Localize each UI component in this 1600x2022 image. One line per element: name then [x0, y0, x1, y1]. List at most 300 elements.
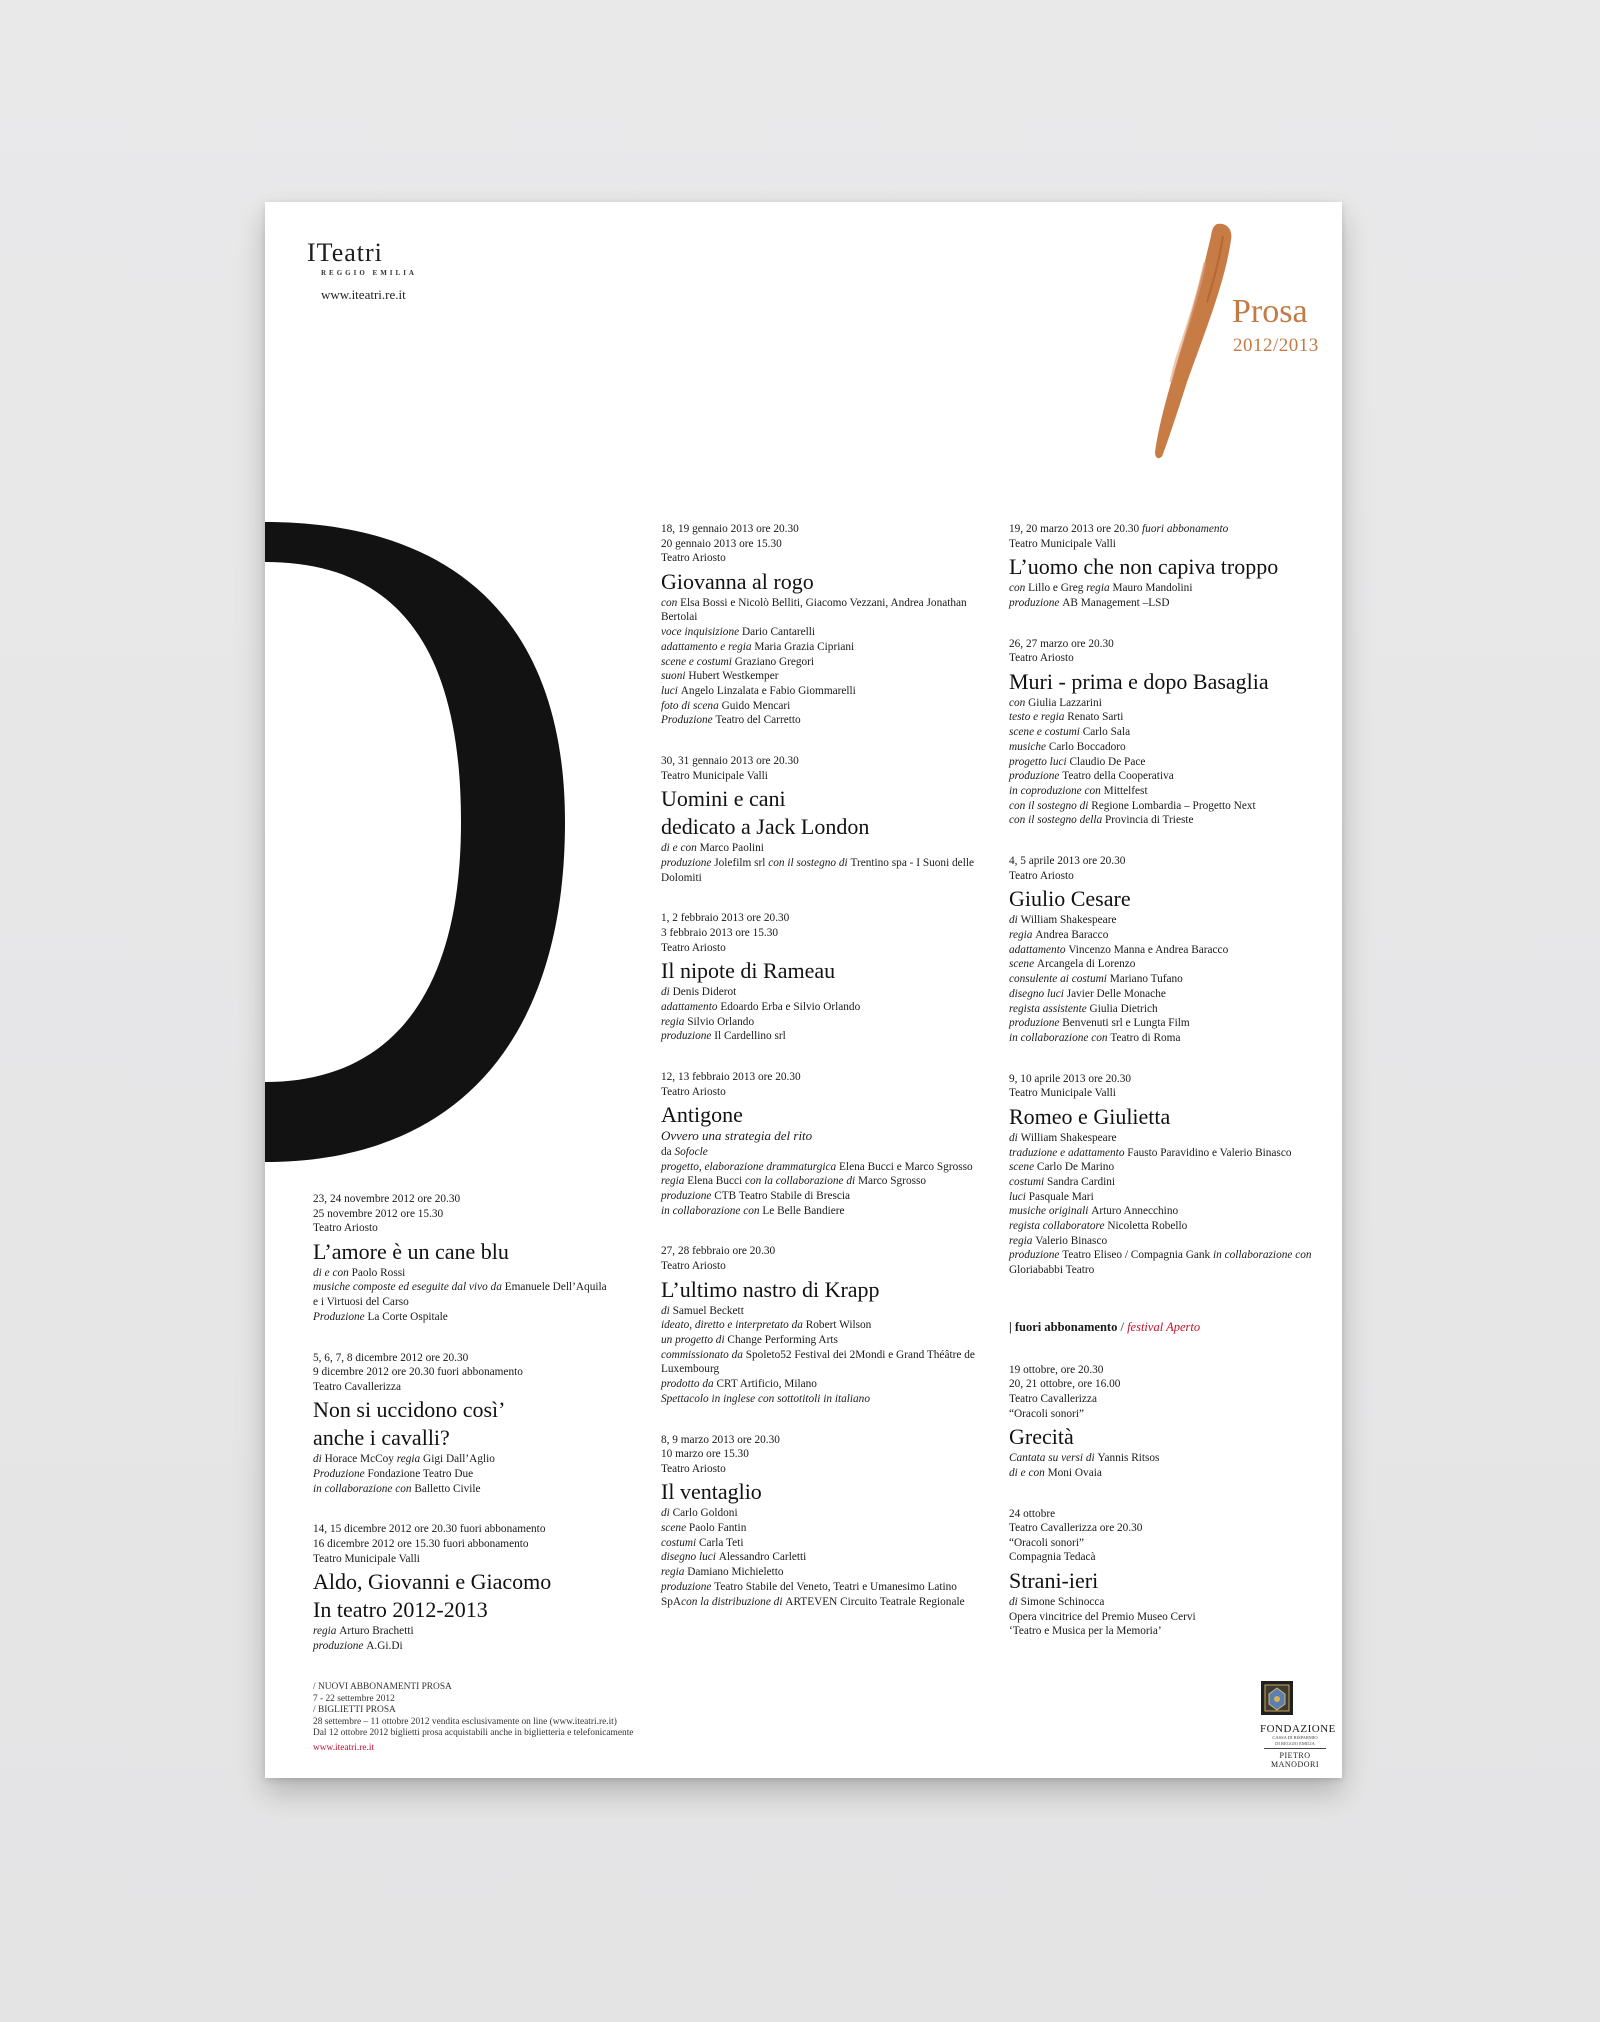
credit-fragment: Gloriababbi Teatro — [1009, 1264, 1095, 1277]
credit-fragment: Moni Ovaia — [1047, 1466, 1102, 1479]
credit-fragment: Spettacolo in inglese con sottotitoli in italiano — [661, 1392, 870, 1405]
event-date: 12, 13 febbraio 2013 ore 20.30 — [661, 1071, 801, 1083]
credit-fragment: Trentino spa - I Suoni delle Dolomiti — [661, 857, 974, 884]
credit-fragment: Robert Wilson — [805, 1319, 872, 1332]
event-title: dedicato a Jack London — [661, 814, 870, 840]
credit-fragment: regia — [313, 1625, 340, 1638]
credit-fragment: regia — [1086, 582, 1113, 595]
credit-fragment: Teatro di Roma — [1110, 1031, 1181, 1044]
credit-fragment: Balletto Civile — [414, 1482, 481, 1495]
credit-fragment: scene — [661, 1522, 689, 1534]
credit-fragment: Giulia Lazzarini — [1028, 696, 1102, 709]
fuori-abbonamento-label: | fuori abbonamento — [1009, 1319, 1118, 1334]
event-date: 18, 19 gennaio 2013 ore 20.30 — [661, 523, 799, 535]
event-credit — [661, 1174, 991, 1189]
credit-fragment: regia — [1009, 929, 1036, 941]
event-credit — [1009, 1624, 1339, 1639]
event-block — [313, 1192, 613, 1325]
event-credit — [1009, 596, 1339, 611]
footer-url[interactable]: www.iteatri.re.it — [313, 1742, 375, 1753]
event-credit — [661, 856, 991, 885]
credit-fragment: Fondazione Teatro Due — [367, 1468, 474, 1481]
column-left — [313, 1192, 613, 1680]
column-middle — [661, 522, 991, 1635]
event-credit — [313, 1639, 613, 1654]
credit-fragment: produzione — [661, 857, 715, 869]
event-credit — [1009, 755, 1339, 770]
credit-fragment: Provincia di Trieste — [1105, 814, 1194, 827]
credit-fragment: Valerio Binasco — [1035, 1234, 1108, 1247]
event-credit — [1009, 987, 1339, 1002]
event-credit — [313, 1310, 613, 1325]
sponsor-name: FONDAZIONE — [1260, 1723, 1336, 1735]
divider — [1264, 1748, 1326, 1749]
credit-fragment: Fausto Paravidino e Valerio Binasco — [1127, 1146, 1292, 1159]
credit-fragment: Sofocle — [674, 1145, 708, 1158]
large-letter-p-graphic — [265, 522, 565, 1162]
credit-fragment: di — [1009, 1596, 1021, 1608]
credit-fragment: di e con — [1009, 1466, 1048, 1479]
event-credit — [313, 1280, 613, 1309]
event-venue: Teatro Cavallerizza — [313, 1380, 401, 1393]
event-credit — [661, 1189, 991, 1204]
credit-fragment: Le Belle Bandiere — [762, 1204, 845, 1217]
event-credit — [661, 1318, 991, 1333]
event-title: anche i cavalli? — [313, 1425, 450, 1451]
credit-fragment: con il sostegno di — [768, 857, 851, 869]
credit-fragment: Yannis Ritsos — [1097, 1452, 1160, 1465]
credit-fragment: Mariano Tufano — [1109, 973, 1183, 986]
credit-fragment: produzione — [313, 1639, 367, 1652]
event-credit — [1009, 769, 1339, 784]
credit-fragment: regia — [661, 1015, 688, 1028]
credit-fragment: Elena Bucci e Marco Sgrosso — [839, 1160, 973, 1173]
credit-fragment: musiche — [1009, 740, 1049, 753]
event-title: L’amore è un cane blu — [313, 1238, 509, 1264]
credit-fragment: Ovvero una strategia del rito — [661, 1128, 813, 1144]
event-date: 3 febbraio 2013 ore 15.30 — [661, 927, 779, 939]
credit-fragment: consulente ai costumi — [1009, 973, 1110, 986]
credit-fragment: testo e regia — [1009, 711, 1068, 724]
credit-fragment: Simone Schinocca — [1020, 1596, 1105, 1608]
credit-fragment: Horace McCoy — [324, 1453, 397, 1466]
event-credit — [1009, 1248, 1339, 1277]
event-credit — [1009, 1146, 1339, 1161]
footer-line: 28 settembre – 11 ottobre 2012 vendita esclusivamente on line (www.iteatri.re.it) — [313, 1716, 617, 1727]
event-credit — [661, 841, 991, 856]
event-venue: Teatro Ariosto — [1009, 652, 1074, 665]
credit-fragment: produzione — [1009, 1017, 1063, 1030]
event-block — [661, 911, 991, 1044]
credit-fragment: CRT Artificio, Milano — [716, 1378, 817, 1391]
credit-fragment: adattamento e regia — [661, 640, 755, 653]
credit-fragment: Marco Paolini — [699, 842, 764, 855]
sponsor-sub: DI REGGIO EMILIA — [1275, 1740, 1315, 1746]
event-title: Strani-ieri — [1009, 1568, 1099, 1593]
credit-fragment: Gigi Dall’Aglio — [423, 1453, 495, 1466]
credit-fragment: CTB Teatro Stabile di Brescia — [714, 1190, 851, 1202]
event-credit — [1009, 1002, 1339, 1017]
credit-fragment: scene e costumi — [1009, 726, 1083, 739]
event-credit — [661, 1536, 991, 1551]
event-venue: Teatro Municipale Valli — [1009, 1087, 1116, 1100]
event-date: 24 ottobre — [1009, 1507, 1056, 1520]
credit-fragment: da — [661, 1145, 675, 1158]
event-title: Il nipote di Rameau — [661, 958, 836, 984]
event-date: 20, 21 ottobre, ore 16.00 — [1009, 1378, 1121, 1391]
event-credit — [661, 1333, 991, 1348]
credit-fragment: William Shakespeare — [1020, 1131, 1117, 1144]
event-credit — [1009, 1204, 1339, 1219]
credit-fragment: scene e costumi — [661, 655, 735, 668]
credit-fragment: con il sostegno di — [1009, 799, 1092, 812]
event-date: 27, 28 febbraio ore 20.30 — [661, 1245, 776, 1258]
credit-fragment: luci — [661, 685, 681, 697]
event-date: 8, 9 marzo 2013 ore 20.30 — [661, 1433, 780, 1446]
credit-fragment: Sandra Cardini — [1046, 1175, 1116, 1188]
credit-fragment: produzione — [661, 1190, 715, 1202]
event-title: Non si uccidono così’ — [313, 1397, 506, 1423]
credit-fragment: musiche originali — [1009, 1205, 1092, 1218]
event-date: 16 dicembre 2012 ore 15.30 fuori abbonamento — [313, 1538, 529, 1551]
credit-fragment: Silvio Orlando — [687, 1015, 755, 1028]
event-date: 26, 27 marzo ore 20.30 — [1009, 637, 1114, 650]
event-credit — [313, 1452, 613, 1467]
event-credit — [661, 1160, 991, 1175]
credit-fragment: di e con — [661, 842, 700, 855]
event-credit — [1009, 1190, 1339, 1205]
event-credit — [313, 1266, 613, 1281]
event-credit — [1009, 1595, 1339, 1610]
credit-fragment: Giulia Dietrich — [1089, 1002, 1158, 1015]
event-credit — [661, 1145, 991, 1160]
credit-fragment: prodotto da — [661, 1378, 717, 1391]
credit-fragment: Nicoletta Robello — [1107, 1220, 1188, 1233]
event-date: 19 ottobre, ore 20.30 — [1009, 1363, 1104, 1376]
logo-wordmark: ITeatri — [307, 238, 383, 267]
credit-fragment: Pasquale Mari — [1028, 1190, 1094, 1203]
credit-fragment: Vincenzo Manna e Andrea Baracco — [1068, 943, 1229, 956]
event-credit — [1009, 1451, 1339, 1466]
event-credit — [661, 1565, 991, 1580]
event-block — [1009, 1072, 1339, 1278]
event-credit — [661, 1392, 991, 1407]
event-credit — [661, 1521, 991, 1536]
event-date: 1, 2 febbraio 2013 ore 20.30 — [661, 912, 790, 925]
credit-fragment: con — [661, 596, 681, 609]
credit-fragment: con — [1009, 582, 1029, 595]
credit-fragment: con la distribuzione di — [681, 1595, 786, 1608]
event-title: Uomini e cani — [661, 786, 786, 812]
credit-fragment: progetto luci — [1009, 755, 1070, 768]
website-url[interactable]: www.iteatri.re.it — [321, 287, 406, 302]
event-credit — [661, 1015, 991, 1030]
event-credit — [661, 1029, 991, 1044]
credit-fragment: produzione — [661, 1580, 715, 1593]
event-title: Romeo e Giulietta — [1009, 1103, 1171, 1129]
event-credit — [1009, 1031, 1339, 1046]
event-credit — [661, 713, 991, 728]
credit-fragment: Guido Mencari — [721, 699, 791, 712]
credit-fragment: regia — [661, 1175, 688, 1188]
credit-fragment: costumi — [661, 1536, 699, 1549]
credit-fragment: costumi — [1009, 1175, 1047, 1188]
credit-fragment: Arturo Annecchino — [1091, 1205, 1179, 1218]
credit-fragment: adattamento — [1009, 943, 1069, 956]
credit-fragment: Cantata su versi di — [1009, 1452, 1098, 1465]
event-date: Teatro Cavallerizza ore 20.30 — [1009, 1522, 1143, 1535]
credit-fragment: in collaborazione con — [1009, 1031, 1111, 1044]
event-venue: Teatro Municipale Valli — [313, 1552, 420, 1565]
credit-fragment: musiche composte ed eseguite dal vivo da — [313, 1281, 505, 1294]
credit-fragment: adattamento — [661, 1000, 721, 1013]
event-venue: Teatro Ariosto — [661, 941, 726, 954]
credit-fragment: Regione Lombardia – Progetto Next — [1091, 799, 1256, 812]
ticket-info — [313, 1682, 733, 1755]
credit-fragment: Mauro Mandolini — [1112, 582, 1193, 595]
credit-fragment: Hubert Westkemper — [688, 670, 779, 683]
event-credit — [1009, 1131, 1339, 1146]
credit-fragment: Produzione — [313, 1310, 368, 1323]
credit-fragment: La Corte Ospitale — [367, 1310, 448, 1323]
credit-fragment: Paolo Fantin — [688, 1522, 747, 1534]
event-credit — [1009, 913, 1339, 928]
event-block — [1009, 522, 1339, 611]
event-credit — [661, 625, 991, 640]
credit-fragment: Teatro Stabile del Veneto, Teatri e Umanesimo Latino SpA — [661, 1580, 957, 1608]
event-credit — [1009, 740, 1339, 755]
credit-fragment: Emanuele Dell’Aquila e i Virtuosi del Carso — [313, 1281, 607, 1309]
event-credit — [661, 1129, 991, 1145]
event-date: 9 dicembre 2012 ore 20.30 fuori abbonamento — [313, 1366, 523, 1379]
credit-fragment: Elsa Bossi e Nicolò Belliti, Giacomo Vezzani, Andrea Jonathan Bertolai — [661, 596, 967, 624]
credit-fragment: foto di scena — [661, 699, 722, 712]
credit-fragment: traduzione e adattamento — [1009, 1146, 1128, 1159]
credit-fragment: Teatro della Cooperativa — [1062, 770, 1174, 783]
credit-fragment: Jolefilm srl — [714, 857, 769, 869]
crest-icon — [1260, 1680, 1294, 1716]
credit-fragment: produzione — [1009, 596, 1063, 609]
credit-fragment: progetto, elaborazione drammaturgica — [661, 1160, 840, 1173]
credit-fragment: William Shakespeare — [1020, 914, 1117, 927]
event-block — [1009, 1507, 1339, 1639]
event-venue: Teatro Municipale Valli — [1009, 537, 1116, 550]
category-title: Prosa — [1232, 293, 1308, 330]
date-fragment: fuori abbonamento — [1142, 523, 1229, 535]
footer-line: 7 - 22 settembre 2012 — [313, 1693, 395, 1704]
poster — [265, 202, 1342, 1778]
event-credit — [1009, 710, 1339, 725]
credit-fragment: di — [313, 1453, 325, 1466]
credit-fragment: Produzione — [661, 714, 716, 727]
credit-fragment: Marco Sgrosso — [857, 1175, 927, 1188]
event-credit — [1009, 1160, 1339, 1175]
credit-fragment: produzione — [1009, 770, 1063, 783]
credit-fragment: commissionato da — [661, 1348, 746, 1361]
event-block — [313, 1351, 613, 1497]
event-credit — [1009, 1219, 1339, 1234]
credit-fragment: luci — [1009, 1190, 1029, 1203]
credit-fragment: Dario Cantarelli — [741, 626, 816, 639]
event-venue: Teatro Municipale Valli — [661, 769, 768, 782]
credit-fragment: di e con — [313, 1266, 352, 1279]
event-title: In teatro 2012-2013 — [313, 1597, 488, 1623]
credit-fragment: con la collaborazione di — [744, 1175, 858, 1188]
credit-fragment: regia — [661, 1566, 688, 1579]
event-credit — [1009, 799, 1339, 814]
event-credit — [661, 1348, 991, 1377]
event-title: Giulio Cesare — [1009, 886, 1131, 912]
event-block — [661, 522, 991, 728]
credit-fragment: Angelo Linzalata e Fabio Giommarelli — [680, 685, 856, 697]
credit-fragment: ARTEVEN Circuito Teatrale Regionale — [785, 1595, 965, 1608]
credit-fragment: di — [661, 1304, 673, 1317]
event-venue: Teatro Ariosto — [661, 1085, 726, 1098]
credit-fragment: di — [1009, 914, 1021, 927]
credit-fragment: con — [1009, 696, 1029, 709]
credit-fragment: scene — [1009, 1161, 1037, 1174]
footer-line: / NUOVI ABBONAMENTI PROSA — [313, 1682, 452, 1692]
sponsor-patron: PIETRO MANODORI — [1271, 1751, 1319, 1769]
credit-fragment: Lillo e Greg — [1028, 582, 1087, 595]
event-title: Giovanna al rogo — [661, 568, 814, 594]
event-credit — [1009, 972, 1339, 987]
credit-fragment: Samuel Beckett — [672, 1304, 744, 1317]
event-title: Antigone — [661, 1102, 743, 1128]
event-venue: Teatro Ariosto — [661, 1260, 726, 1272]
event-credit — [1009, 784, 1339, 799]
event-venue: Teatro Ariosto — [1009, 869, 1074, 882]
credit-fragment: produzione — [661, 1030, 715, 1043]
event-credit — [661, 1204, 991, 1219]
event-date: 14, 15 dicembre 2012 ore 20.30 fuori abbonamento — [313, 1523, 546, 1536]
credit-fragment: ideato, diretto e interpretato da — [661, 1319, 806, 1332]
credit-fragment: in coproduzione con — [1009, 785, 1104, 797]
logo-city: REGGIO EMILIA — [321, 269, 417, 277]
credit-fragment: produzione — [1009, 1249, 1063, 1262]
credit-fragment: Maria Grazia Cipriani — [754, 640, 855, 653]
credit-fragment: regia — [396, 1453, 424, 1466]
column-right — [1009, 522, 1339, 1665]
credit-fragment: con il sostegno della — [1009, 814, 1106, 827]
event-block — [1009, 637, 1339, 829]
event-credit — [661, 1377, 991, 1392]
event-venue: “Oracoli sonori” — [1009, 1536, 1084, 1549]
credit-fragment: ‘Teatro e Musica per la Memoria’ — [1009, 1625, 1162, 1638]
event-credit — [1009, 1466, 1339, 1481]
credit-fragment: Elena Bucci — [687, 1175, 745, 1188]
event-credit — [1009, 1016, 1339, 1031]
event-credit — [1009, 1234, 1339, 1249]
credit-fragment: voce inquisizione — [661, 626, 742, 639]
credit-fragment: Carlo De Marino — [1036, 1161, 1115, 1174]
date-fragment: 19, 20 marzo 2013 ore 20.30 — [1009, 523, 1143, 535]
credit-fragment: in collaborazione con — [1213, 1249, 1312, 1262]
credit-fragment: Carlo Sala — [1082, 726, 1131, 739]
event-credit — [661, 1550, 991, 1565]
event-credit — [1009, 957, 1339, 972]
event-note: Compagnia Tedacà — [1009, 1551, 1096, 1564]
credit-fragment: di — [661, 986, 673, 999]
event-venue: Teatro Cavallerizza — [1009, 1393, 1097, 1406]
event-credit — [661, 1506, 991, 1521]
event-credit — [1009, 1175, 1339, 1190]
credit-fragment: regia — [1009, 1234, 1036, 1247]
credit-fragment: AB Management –LSD — [1062, 596, 1170, 609]
iteatri-logo[interactable] — [307, 240, 417, 303]
event-credit — [661, 655, 991, 670]
credit-fragment: Renato Sarti — [1067, 711, 1124, 724]
event-date — [1009, 522, 1339, 537]
event-title: L’ultimo nastro di Krapp — [661, 1276, 880, 1302]
credit-fragment: A.Gi.Di — [366, 1639, 403, 1652]
credit-fragment: Damiano Michieletto — [687, 1566, 784, 1579]
event-credit — [661, 640, 991, 655]
event-block — [313, 1522, 613, 1653]
event-credit — [1009, 813, 1339, 828]
credit-fragment: Edoardo Erba e Silvio Orlando — [720, 1000, 861, 1013]
credit-fragment: suoni — [661, 670, 689, 683]
event-venue: Teatro Ariosto — [661, 1462, 726, 1475]
credit-fragment: di — [1009, 1131, 1021, 1144]
event-credit — [1009, 943, 1339, 958]
credit-fragment: Il Cardellino srl — [714, 1030, 786, 1043]
credit-fragment: Alessandro Carletti — [718, 1551, 807, 1564]
event-note: “Oracoli sonori” — [1009, 1407, 1084, 1420]
event-credit — [1009, 928, 1339, 943]
credit-fragment: Change Performing Arts — [727, 1334, 838, 1346]
credit-fragment: Denis Diderot — [672, 986, 737, 999]
event-title: L’uomo che non capiva troppo — [1009, 554, 1279, 580]
event-credit — [313, 1482, 613, 1497]
event-credit — [313, 1624, 613, 1639]
event-credit — [661, 684, 991, 699]
sponsor-logo — [1260, 1680, 1336, 1769]
event-date: 25 novembre 2012 ore 15.30 — [313, 1207, 444, 1220]
credit-fragment: Produzione — [313, 1468, 368, 1481]
credit-fragment: Carla Teti — [698, 1536, 744, 1549]
event-title: Aldo, Giovanni e Giacomo — [313, 1569, 552, 1595]
event-credit — [1009, 1610, 1339, 1625]
credit-fragment: Benvenuti srl e Lungta Film — [1062, 1017, 1190, 1030]
event-credit — [661, 669, 991, 684]
credit-fragment: Arcangela di Lorenzo — [1036, 958, 1136, 971]
event-date: 20 gennaio 2013 ore 15.30 — [661, 537, 782, 550]
footer-line: / BIGLIETTI PROSA — [313, 1705, 396, 1716]
event-date: 4, 5 aprile 2013 ore 20.30 — [1009, 855, 1126, 868]
festival-label: festival Aperto — [1127, 1319, 1201, 1334]
credit-fragment: Carlo Goldoni — [672, 1507, 738, 1520]
credit-fragment: Spoleto52 Festival dei 2Mondi e Grand Théâtre de Luxembourg — [661, 1348, 975, 1376]
credit-fragment: Teatro del Carretto — [715, 714, 801, 727]
sponsor-sub: CASSA DI RISPARMIO — [1272, 1735, 1318, 1740]
event-credit — [1009, 581, 1339, 596]
footer-line: Dal 12 ottobre 2012 biglietti prosa acquistabili anche in biglietteria e telefonicamente — [313, 1728, 634, 1739]
event-credit — [1009, 696, 1339, 711]
header-separator: / — [1117, 1319, 1128, 1334]
credit-fragment: Paolo Rossi — [351, 1266, 406, 1279]
event-title: Grecità — [1009, 1424, 1074, 1450]
event-date: 5, 6, 7, 8 dicembre 2012 ore 20.30 — [313, 1351, 469, 1364]
event-date: 9, 10 aprile 2013 ore 20.30 — [1009, 1072, 1132, 1085]
event-title: Muri - prima e dopo Basaglia — [1009, 668, 1269, 694]
event-block — [661, 754, 991, 885]
event-credit — [1009, 725, 1339, 740]
credit-fragment: Opera vincitrice del Premio Museo Cervi — [1009, 1610, 1196, 1623]
credit-fragment: Teatro Eliseo / Compagnia Gank — [1062, 1249, 1213, 1262]
event-credit — [661, 699, 991, 714]
credit-fragment: regista collaboratore — [1009, 1220, 1108, 1233]
